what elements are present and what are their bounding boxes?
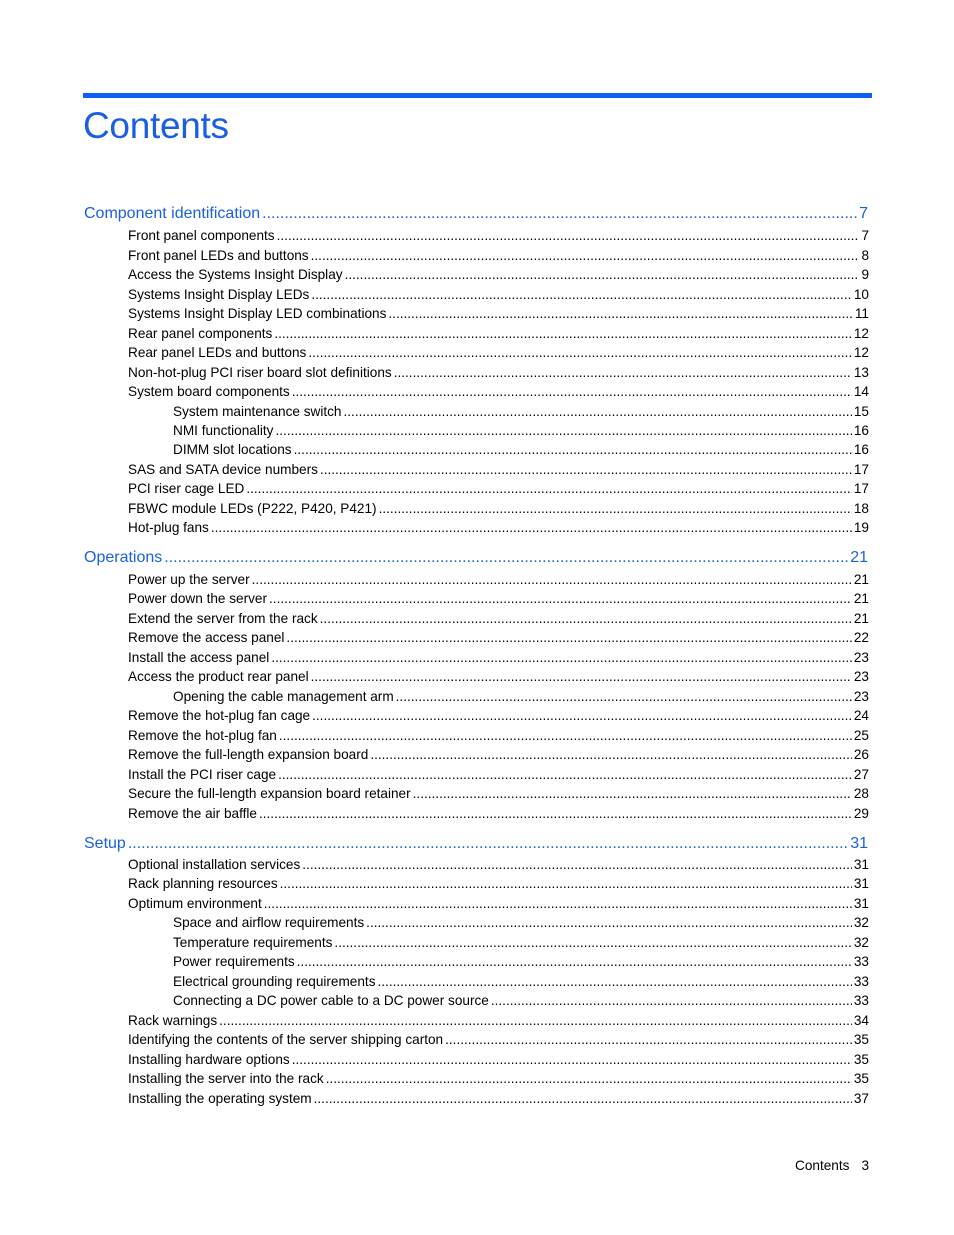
toc-entry-title: PCI riser cage LED [128, 481, 245, 496]
toc-entry-link[interactable] [128, 1032, 869, 1047]
toc-leader-dots [292, 1052, 852, 1067]
toc-entry-page: 33 [853, 974, 869, 989]
toc-section-link[interactable] [84, 835, 868, 853]
toc-entry-title: Temperature requirements [173, 935, 333, 950]
toc-entry-link[interactable] [173, 915, 869, 930]
toc-entry-link[interactable] [128, 287, 869, 302]
toc-entry-page: 32 [853, 915, 869, 930]
toc-entry-page: 18 [853, 501, 869, 516]
toc-leader-dots [246, 481, 852, 496]
toc-leader-dots [286, 630, 851, 645]
toc-entry-link[interactable] [128, 630, 869, 645]
toc-entry-title: Hot-plug fans [128, 520, 209, 535]
toc-entry-page: 17 [853, 462, 869, 477]
toc-entry-page: 21 [853, 591, 869, 606]
toc-entry-link[interactable] [128, 591, 869, 606]
toc-entry-page: 28 [853, 786, 869, 801]
toc-entry-link[interactable] [128, 669, 869, 684]
toc-entry-page: 19 [853, 520, 869, 535]
toc-section-link[interactable] [84, 205, 868, 223]
toc-leader-dots [394, 365, 852, 380]
toc-entry-link[interactable] [173, 404, 869, 419]
toc-leader-dots [294, 442, 852, 457]
toc-leader-dots [388, 306, 852, 321]
toc-leader-dots [297, 954, 852, 969]
page-title: Contents [83, 105, 229, 146]
toc-entry-title: Remove the hot-plug fan cage [128, 708, 311, 723]
toc-leader-dots [252, 572, 852, 587]
toc-entry-title: Power up the server [128, 572, 250, 587]
toc-entry-title: Opening the cable management arm [173, 689, 394, 704]
toc-leader-dots [292, 384, 852, 399]
page-footer [795, 1158, 869, 1173]
toc-entry-page: 14 [853, 384, 869, 399]
toc-entry-title: Space and airflow requirements [173, 915, 365, 930]
toc-entry-link[interactable] [128, 786, 869, 801]
toc-entry-title: Install the PCI riser cage [128, 767, 277, 782]
toc-entry-page: 17 [853, 481, 869, 496]
toc-entry-link[interactable] [128, 728, 869, 743]
toc-entry-page: 31 [853, 876, 869, 891]
toc-leader-dots [320, 462, 852, 477]
toc-leader-dots [277, 228, 860, 243]
toc-entry-page: 21 [853, 572, 869, 587]
toc-leader-dots [396, 689, 852, 704]
toc-entry-link[interactable] [173, 954, 869, 969]
toc-leader-dots [274, 326, 852, 341]
toc-leader-dots [378, 974, 852, 989]
toc-leader-dots [311, 287, 852, 302]
toc-entry-page: 33 [853, 954, 869, 969]
toc-entry-link[interactable] [128, 1013, 869, 1028]
toc-entry-link[interactable] [128, 326, 869, 341]
footer-section-label: Contents [795, 1158, 850, 1173]
toc-entry-title: Access the product rear panel [128, 669, 309, 684]
toc-entry-link[interactable] [173, 689, 869, 704]
toc-entry-title: Remove the access panel [128, 630, 285, 645]
toc-leader-dots [278, 767, 852, 782]
toc-entry-title: Remove the hot-plug fan [128, 728, 277, 743]
toc-leader-dots [343, 404, 851, 419]
toc-entry-link[interactable] [128, 1052, 869, 1067]
toc-entry-page: 13 [853, 365, 869, 380]
toc-entry-page: 31 [850, 835, 868, 852]
toc-entry-title: Power down the server [128, 591, 268, 606]
toc-leader-dots [262, 205, 857, 223]
toc-entry-title: Remove the air baffle [128, 806, 257, 821]
toc-leader-dots [320, 611, 852, 626]
toc-entry-link[interactable] [128, 708, 869, 723]
toc-leader-dots [280, 876, 852, 891]
toc-leader-dots [370, 747, 852, 762]
toc-entry-page: 23 [853, 689, 869, 704]
toc-entry-page: 33 [853, 993, 869, 1008]
toc-entry-title: Optimum environment [128, 896, 262, 911]
toc-leader-dots [311, 669, 852, 684]
toc-entry-page: 9 [861, 267, 869, 282]
toc-leader-dots [219, 1013, 852, 1028]
toc-entry-link[interactable] [128, 384, 869, 399]
toc-entry-title: Optional installation services [128, 857, 301, 872]
toc-entry-title: SAS and SATA device numbers [128, 462, 318, 477]
toc-entry-title: Systems Insight Display LED combinations [128, 306, 387, 321]
toc-entry-link[interactable] [128, 267, 869, 282]
toc-entry-link[interactable] [173, 974, 869, 989]
toc-entry-page: 22 [853, 630, 869, 645]
toc-entry-title: FBWC module LEDs (P222, P420, P421) [128, 501, 377, 516]
toc-entry-title: Install the access panel [128, 650, 270, 665]
toc-entry-title: Rack warnings [128, 1013, 218, 1028]
toc-entry-link[interactable] [128, 462, 869, 477]
toc-leader-dots [308, 345, 852, 360]
toc-entry-link[interactable] [128, 1071, 869, 1086]
toc-entry-page: 29 [853, 806, 869, 821]
toc-entry-title: Rack planning resources [128, 876, 278, 891]
toc-entry-link[interactable] [173, 935, 869, 950]
toc-entry-page: 32 [853, 935, 869, 950]
toc-entry-link[interactable] [128, 857, 869, 872]
toc-entry-link[interactable] [128, 520, 869, 535]
toc-entry-title: System maintenance switch [173, 404, 342, 419]
toc-leader-dots [264, 896, 852, 911]
toc-leader-dots [413, 786, 852, 801]
toc-entry-title: Operations [84, 549, 163, 566]
toc-entry-page: 23 [853, 650, 869, 665]
toc-entry-title: DIMM slot locations [173, 442, 292, 457]
toc-entry-link[interactable] [128, 572, 869, 587]
toc-entry-title: Identifying the contents of the server shipping carton [128, 1032, 444, 1047]
toc-entry-page: 31 [853, 857, 869, 872]
toc-leader-dots [211, 520, 852, 535]
toc-entry-link[interactable] [128, 896, 869, 911]
toc-entry-link[interactable] [128, 876, 869, 891]
toc-entry-page: 12 [853, 345, 869, 360]
toc-entry-title: Remove the full-length expansion board [128, 747, 369, 762]
toc-entry-title: Electrical grounding requirements [173, 974, 376, 989]
toc-entry-page: 7 [861, 228, 869, 243]
toc-entry-link[interactable] [128, 481, 869, 496]
toc-leader-dots [275, 423, 851, 438]
toc-entry-title: Connecting a DC power cable to a DC power source [173, 993, 489, 1008]
toc-entry-link[interactable] [128, 345, 869, 360]
toc-entry-title: Front panel components [128, 228, 275, 243]
toc-entry-link[interactable] [173, 423, 869, 438]
toc-entry-title: NMI functionality [173, 423, 274, 438]
toc-entry-link[interactable] [128, 1091, 869, 1106]
toc-entry-link[interactable] [128, 650, 869, 665]
toc-entry-link[interactable] [173, 442, 869, 457]
toc-entry-title: Setup [84, 835, 126, 852]
toc-entry-page: 23 [853, 669, 869, 684]
toc-leader-dots [302, 857, 852, 872]
toc-leader-dots [366, 915, 852, 930]
toc-entry-page: 26 [853, 747, 869, 762]
toc-entry-title: Installing the server into the rack [128, 1071, 324, 1086]
toc-entry-title: Systems Insight Display LEDs [128, 287, 310, 302]
toc-entry-page: 16 [853, 423, 869, 438]
toc-entry-link[interactable] [128, 248, 869, 263]
toc-leader-dots [128, 835, 848, 853]
toc-entry-page: 12 [853, 326, 869, 341]
toc-entry-title: Installing hardware options [128, 1052, 290, 1067]
toc-entry-page: 10 [853, 287, 869, 302]
toc-leader-dots [311, 248, 860, 263]
toc-entry-page: 35 [853, 1052, 869, 1067]
toc-leader-dots [269, 591, 852, 606]
toc-entry-title: Power requirements [173, 954, 295, 969]
toc-entry-link[interactable] [128, 365, 869, 380]
toc-entry-link[interactable] [128, 306, 869, 321]
toc-leader-dots [314, 1091, 852, 1106]
toc-entry-title: Non-hot-plug PCI riser board slot definitions [128, 365, 392, 380]
toc-leader-dots [326, 1071, 852, 1086]
toc-entry-page: 35 [853, 1071, 869, 1086]
toc-entry-link[interactable] [128, 611, 869, 626]
toc-entry-page: 15 [853, 404, 869, 419]
toc-entry-link[interactable] [128, 228, 869, 243]
toc-entry-page: 21 [850, 549, 868, 566]
toc-entry-link[interactable] [128, 806, 869, 821]
toc-entry-title: Access the Systems Insight Display [128, 267, 343, 282]
toc-entry-page: 34 [853, 1013, 869, 1028]
toc-entry-title: Rear panel components [128, 326, 273, 341]
toc-section-link[interactable] [84, 549, 868, 567]
toc-leader-dots [312, 708, 852, 723]
toc-leader-dots [271, 650, 852, 665]
toc-entry-page: 24 [853, 708, 869, 723]
toc-entry-page: 11 [854, 306, 869, 321]
toc-entry-page: 16 [853, 442, 869, 457]
toc-leader-dots [491, 993, 852, 1008]
toc-entry-title: Front panel LEDs and buttons [128, 248, 309, 263]
toc-entry-page: 35 [853, 1032, 869, 1047]
toc-leader-dots [164, 549, 848, 567]
toc-entry-title: Secure the full-length expansion board retainer [128, 786, 411, 801]
toc-entry-page: 8 [861, 248, 869, 263]
toc-entry-title: Rear panel LEDs and buttons [128, 345, 307, 360]
toc-entry-page: 7 [859, 205, 868, 222]
toc-entry-title: Component identification [84, 205, 261, 222]
toc-entry-page: 31 [853, 896, 869, 911]
footer-page-number: 3 [861, 1158, 869, 1173]
toc-entry-page: 25 [853, 728, 869, 743]
toc-entry-link[interactable] [128, 501, 869, 516]
toc-leader-dots [334, 935, 851, 950]
toc-entry-link[interactable] [128, 747, 869, 762]
toc-entry-title: Installing the operating system [128, 1091, 312, 1106]
toc-entry-title: Extend the server from the rack [128, 611, 318, 626]
toc-leader-dots [259, 806, 852, 821]
toc-leader-dots [345, 267, 860, 282]
toc-entry-page: 27 [853, 767, 869, 782]
toc-entry-page: 21 [853, 611, 869, 626]
toc-entry-link[interactable] [173, 993, 869, 1008]
toc-leader-dots [279, 728, 852, 743]
toc-leader-dots [379, 501, 852, 516]
toc-entry-page: 37 [853, 1091, 869, 1106]
toc-entry-link[interactable] [128, 767, 869, 782]
toc-leader-dots [445, 1032, 852, 1047]
toc-entry-title: System board components [128, 384, 290, 399]
